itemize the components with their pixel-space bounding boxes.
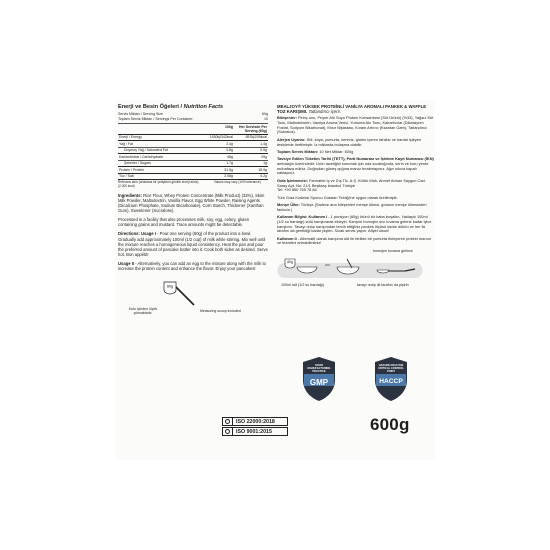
serving-size-label: Servis Miktarı / Serving Size [118,112,163,116]
iso-9001: ISO 9001:2015 [222,427,288,436]
left-column [118,104,268,321]
nutrition-row: Karbonhidrat / Carbohydrate 48g 29g [119,154,267,159]
scoop-illustration [118,279,268,321]
svg-text:60g: 60g [167,284,173,289]
svg-text:60g: 60g [287,259,293,264]
ingredients-en: Ingredients: Rice Flour, Whey Protein Concentrate (Milk Product) (33%), Skim Milk Powder, Maltodextrin, Vanilla Flavor, Egg White Powder, Raising Agents (Dicalcium Phosphate, Sodium Bicarbonate), Corn Starch, Thickener (Xanthan Gum), Sweetener (Sucralose). [118,192,265,214]
nutrition-footnote: Referans alım (ortalama bir yetişkinin günlük enerji alımı) (2.000 kcal) Values may vary (10% tolerance) [118,179,268,189]
usage2-en: Usage II - Alternatively, you can add an egg to the mixture along with the milk to increase the protein content and enhance the flavor. Enjoy your pancakes! [118,260,266,271]
iso-certificates [222,417,288,437]
col-serving: Her Servisde Per Serving (60g) [234,124,268,135]
net-amount-tr: Toplam Servis Miktarı: 10 Net Miktar: 600g [277,148,354,154]
step-milk-text: 100ml süt (1/2 su bardağı) [281,282,325,287]
nutrition-row: Yağ / Fat 2.4g 1.4g [119,141,267,146]
step-pan-text: tavayı ısıtıp iki tarafını da pişirin [357,282,409,287]
codex-tr: Türk Gıda Kodeksi Sporcu Gıdaları Tebliği'ne uygun olarak üretilmiştir. [277,194,398,200]
nutrition-title: Enerji ve Besin Öğeleri / Nutrition Facts [118,104,224,110]
haccp-badge: HAZARD ANALYSIS CRITICAL CONTROL POINT HACCP [373,356,409,402]
net-weight: 600g [370,415,410,434]
nutrition-table [118,123,268,179]
scoop-caption-tr: Kutu içinden ölçek çıkmaktadır. [128,307,158,316]
usage1-en: Directions: Usage I - Pour one serving (60g) of the product into a bowl. Gradually add approximately 100ml (1/2 cup) of milk while stirring. Mix well until the mixture reaches a homogeneous liquid consistency. Heat the pan and pour the preferred amount of pancake batter into it. Cook both sides as desired. Serve hot. Bon appétit! [118,231,268,257]
servings-label: Toplam Servis Miktarı / Servings Per Container: [118,116,194,121]
nutrition-row: Tuz / Salt 2.08g 0.2g [119,174,267,179]
product-label [115,100,435,460]
nutrition-row: Doymuş Yağ / Saturated Fat 0.8g 0.5g [118,147,268,153]
nutrition-row: Enerji / Energy 1430kj/342kcal 857kj/205kcal [119,135,267,140]
preparation-steps [277,249,435,301]
storage-tr: Tavsiye Edilen Tüketim Tarihi (TETT), Parti Numarası ve İşletme Kayıt Numarası (İKN) ambalajın üzerindedir. Ürün tazeliğini korumak için oda sıcaklığında, serin ve kuru yerde muhafaza ediniz. Doğrudan güneş ışığına maruz bırakmayınız. Ağzı sıkıca kapalı saklayınız. [277,156,434,176]
producer-tr: Gıda İşletmecisi: Farmatek İç ve Dış Tic. A.Ş. Kültür Mah. Ahmet Adnan Saygun Cad. Saray Apt. No: 21/1 Beşiktaş İstanbul Türkiye Tel: +90 850 755 78 84 [277,177,426,193]
preparation-steps-icon [277,253,423,281]
nutrition-row: Protein / Protein 31.5g 18.9g [119,167,267,172]
nutrition-meta [118,112,268,121]
product-heading-tr: MEALJOY® YÜKSEK PROTEİNLİ VANİLYA AROMALI PANKEK & WAFFLE TOZ KARIŞIMI. Tatlandırıcı içerir. [277,104,427,115]
nutrition-row: Şekerler / Sugars 1.7g 1g [118,160,268,166]
right-column [277,104,435,301]
scoop-caption-en: Measuring scoop included [200,309,241,314]
col-100g: 100g [195,124,234,135]
servings-value: 10 [264,116,268,121]
certification-badges [279,354,435,406]
gmp-badge: GOOD MANUFACTURING PRACTICE GMP [301,356,337,402]
usage1-tr: Kullanım Bilgisi: Kullanım I - 1 porsiyon (60g) ürünü bir kaba boşaltın. Yaklaşık 100ml (1/2 su bardağı) sütü karıştırarak ekleyin. Karışım homojen sıvı kıvama gelene kadar iyice karıştırın. Tavayı ısıtıp karışımdan tercih ettiğiniz pankek ölçüsü kadar dökün ve her iki tarafını da gerektiği kadar pişirin. Sıcak servis yapın. Afiyet olsun! [277,214,432,234]
ingredients-tr: Bileşenler: Pirinç unu, Peynir Altı Suyu Protein Konsantresi (Süt Ürünü) (%33), Yağsız Süt Tozu, Maltodekstrin, Vanilya Aroma Verici, Yumurta Akı Tozu, Kabartıcılar (Dikalsiyum Fosfat, Sodyum Bikarbonat), Mısır Nişastası, Kıvam Artırıcı (Ksantan Gam), Tatlandırıcı (Sukraloz). [277,115,434,135]
allergen-tr: Alerjen Uyarısı: Süt, soya, yumurta, kereviz, gluten içeren tahıllar ve hardal işleyen tesislerde üretilmiştir. İz miktarda bulaşma olabilir. [277,136,422,147]
allergen-en: Processed in a facility that also processes milk, soy, egg, celery, gluten containing grains and mustard. Trace amounts might be detectable. [118,217,250,228]
origin-tr: Menşe Ülke: Türkiye (Sadece ana bileşenleri menşe ülkesi, gıdanın menşe ülkesinden farklıdır.) [277,202,427,212]
serving-size-value: 60g [262,112,268,116]
iso-22000: ISO 22000:2018 [222,417,288,426]
usage2-tr: Kullanım II - Alternatif olarak karışıma süt ile birlikte bir yumurta ekleyerek protein oranını ve lezzetini artırabilirsiniz! [277,235,431,246]
scoop-icon [146,279,196,309]
step-homogen-text: homojen kıvama gelince [373,248,413,253]
